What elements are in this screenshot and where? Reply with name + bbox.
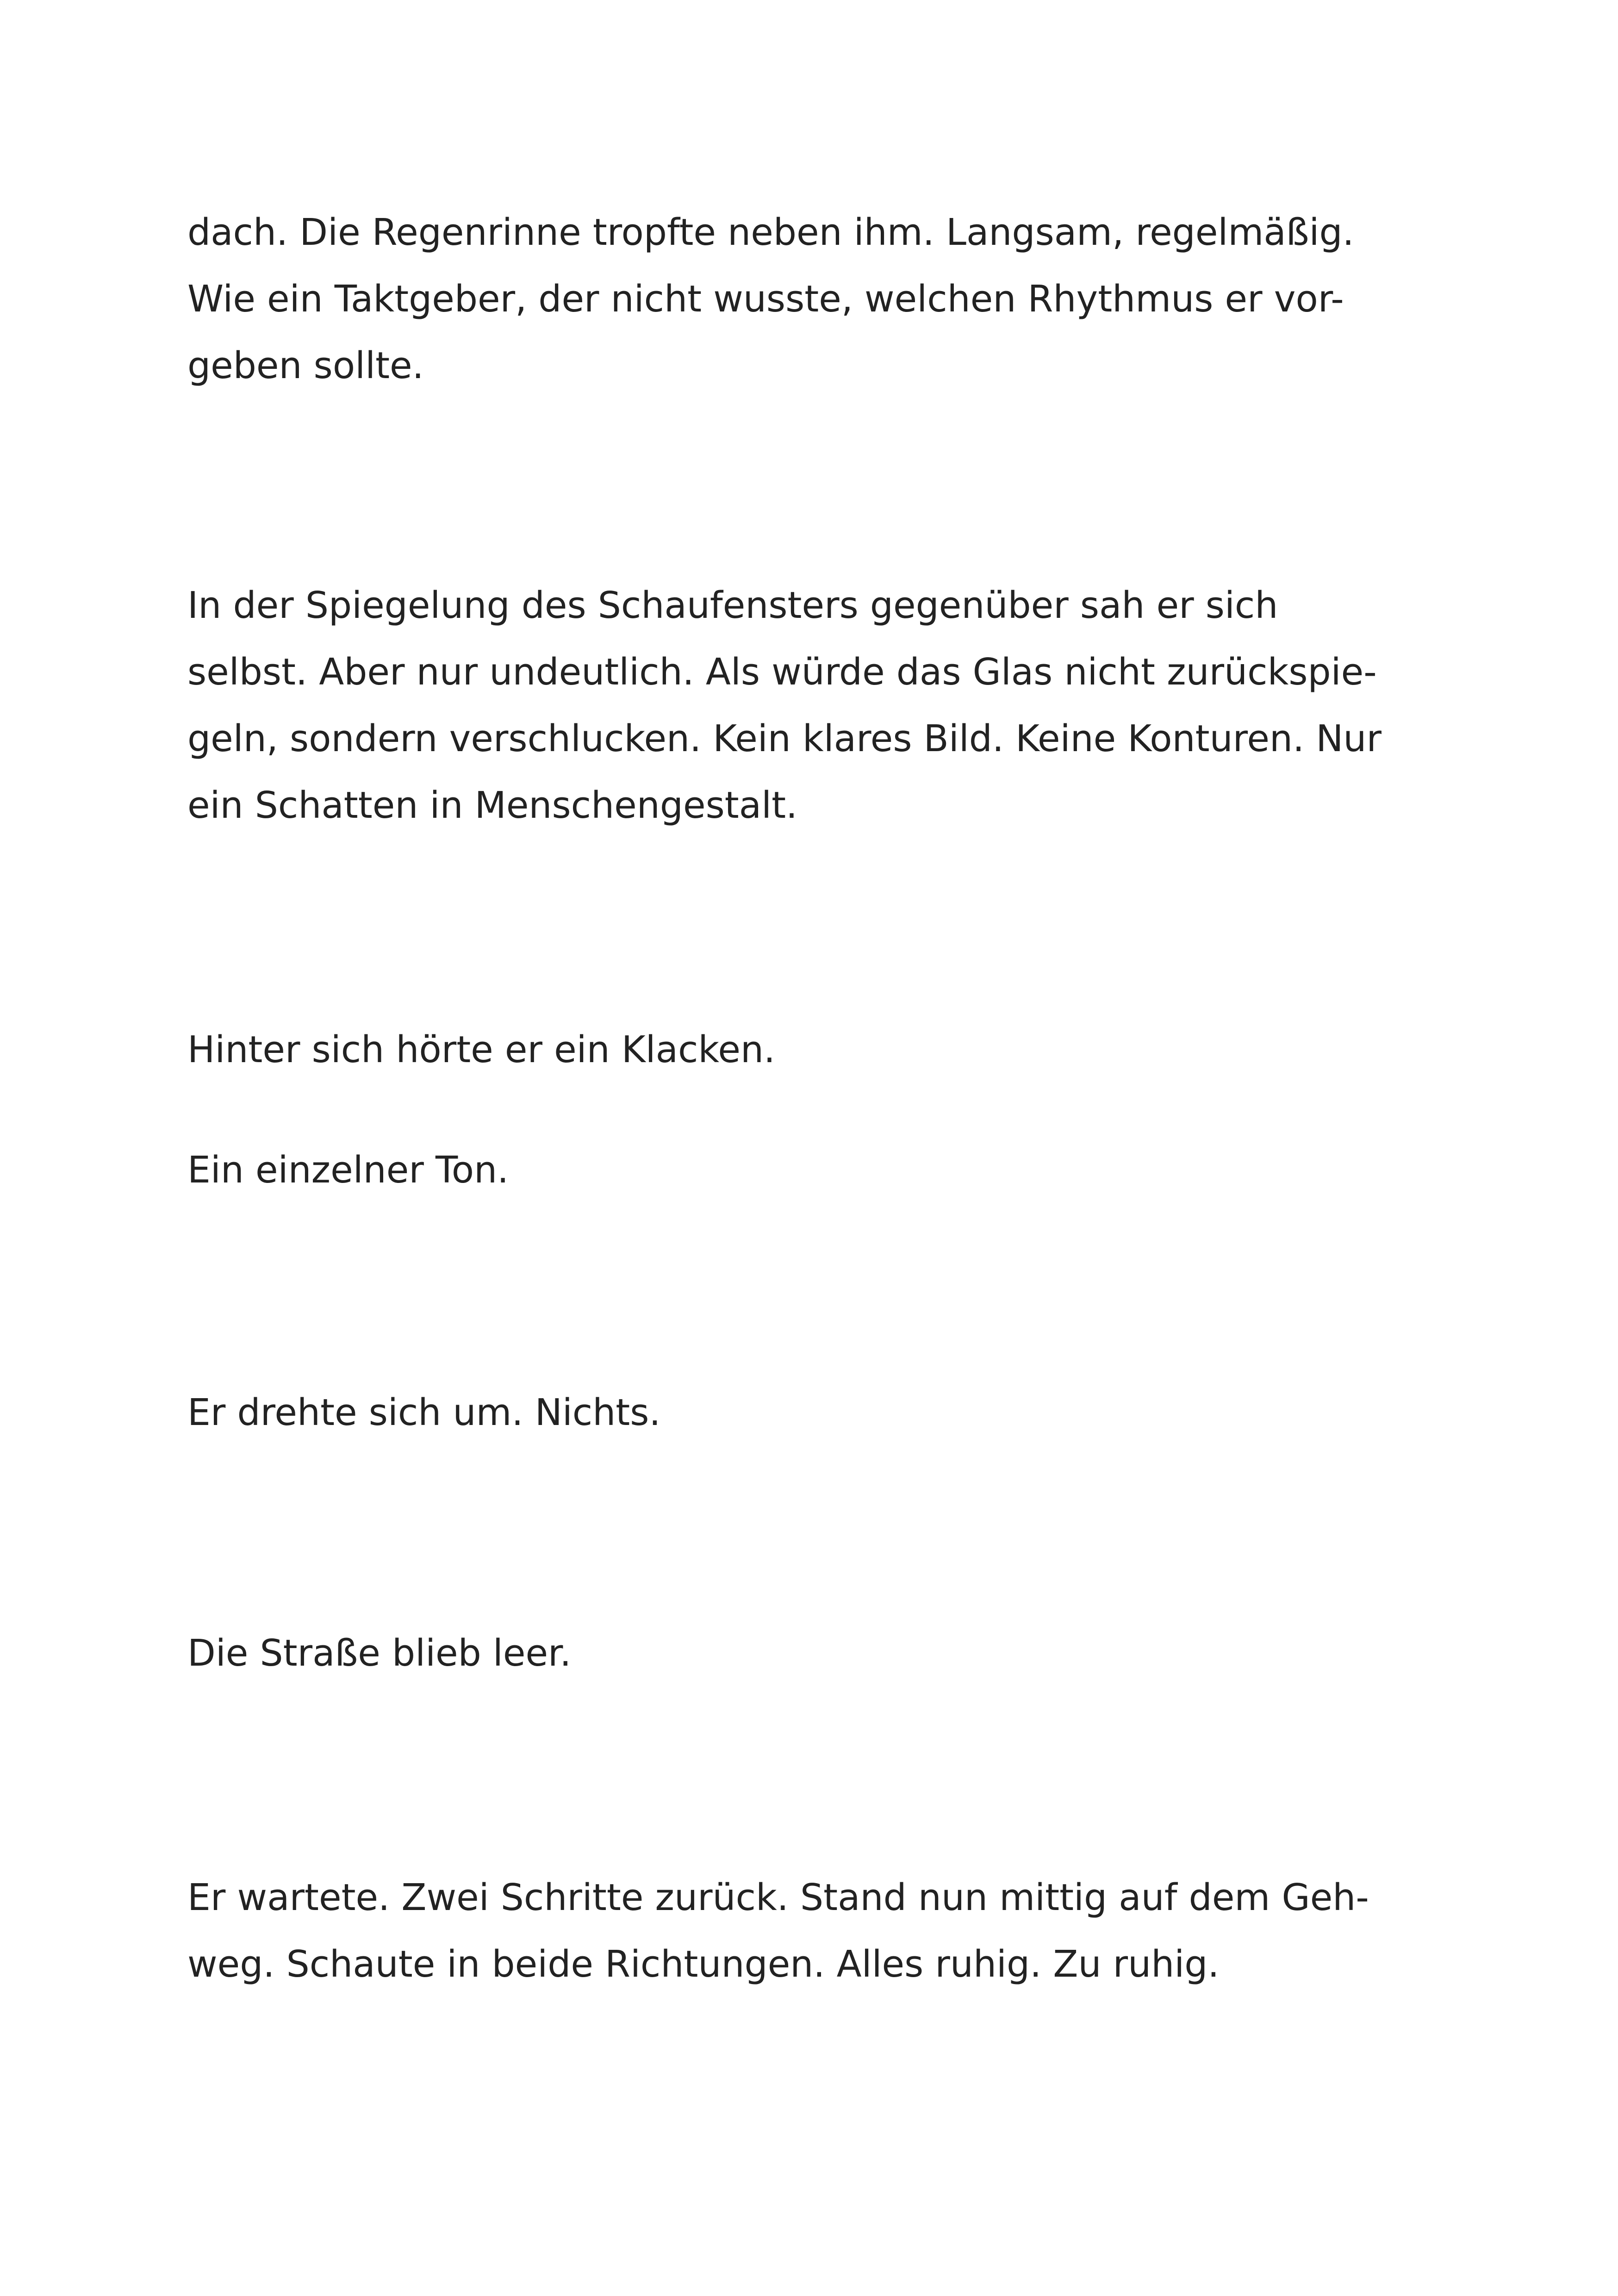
text-line: Er wartete. Zwei Schritte zurück. Stand nun mittig auf dem Geh- (187, 1876, 1369, 1919)
text-line: Hinter sich hörte er ein Klacken. (187, 1028, 776, 1071)
text-line: Er drehte sich um. Nichts. (187, 1391, 661, 1434)
paragraph-nichts (187, 1379, 661, 1446)
paragraph-reflection (187, 572, 1382, 839)
text-line: In der Spiegelung des Schaufensters gegenüber sah er sich (187, 584, 1278, 627)
paragraph-strasse (187, 1620, 571, 1686)
text-line: Wie ein Taktgeber, der nicht wusste, welchen Rhythmus er vor- (187, 278, 1344, 320)
text-line: ein Schatten in Menschengestalt. (187, 784, 798, 827)
text-line: geben sollte. (187, 344, 424, 387)
text-line: dach. Die Regenrinne tropfte neben ihm. Langsam, regelmäßig. (187, 211, 1354, 254)
paragraph-gutter (187, 199, 1354, 399)
paragraph-wartete (187, 1864, 1369, 1997)
text-line: weg. Schaute in beide Richtungen. Alles ruhig. Zu ruhig. (187, 1943, 1220, 1985)
paragraph-klacken (187, 1016, 775, 1083)
text-line: Ein einzelner Ton. (187, 1149, 509, 1191)
text-line: selbst. Aber nur undeutlich. Als würde das Glas nicht zurückspie- (187, 651, 1377, 693)
text-line: geln, sondern verschlucken. Kein klares Bild. Keine Konturen. Nur (187, 717, 1382, 760)
text-line: Die Straße blieb leer. (187, 1632, 572, 1674)
paragraph-ton (187, 1137, 509, 1203)
